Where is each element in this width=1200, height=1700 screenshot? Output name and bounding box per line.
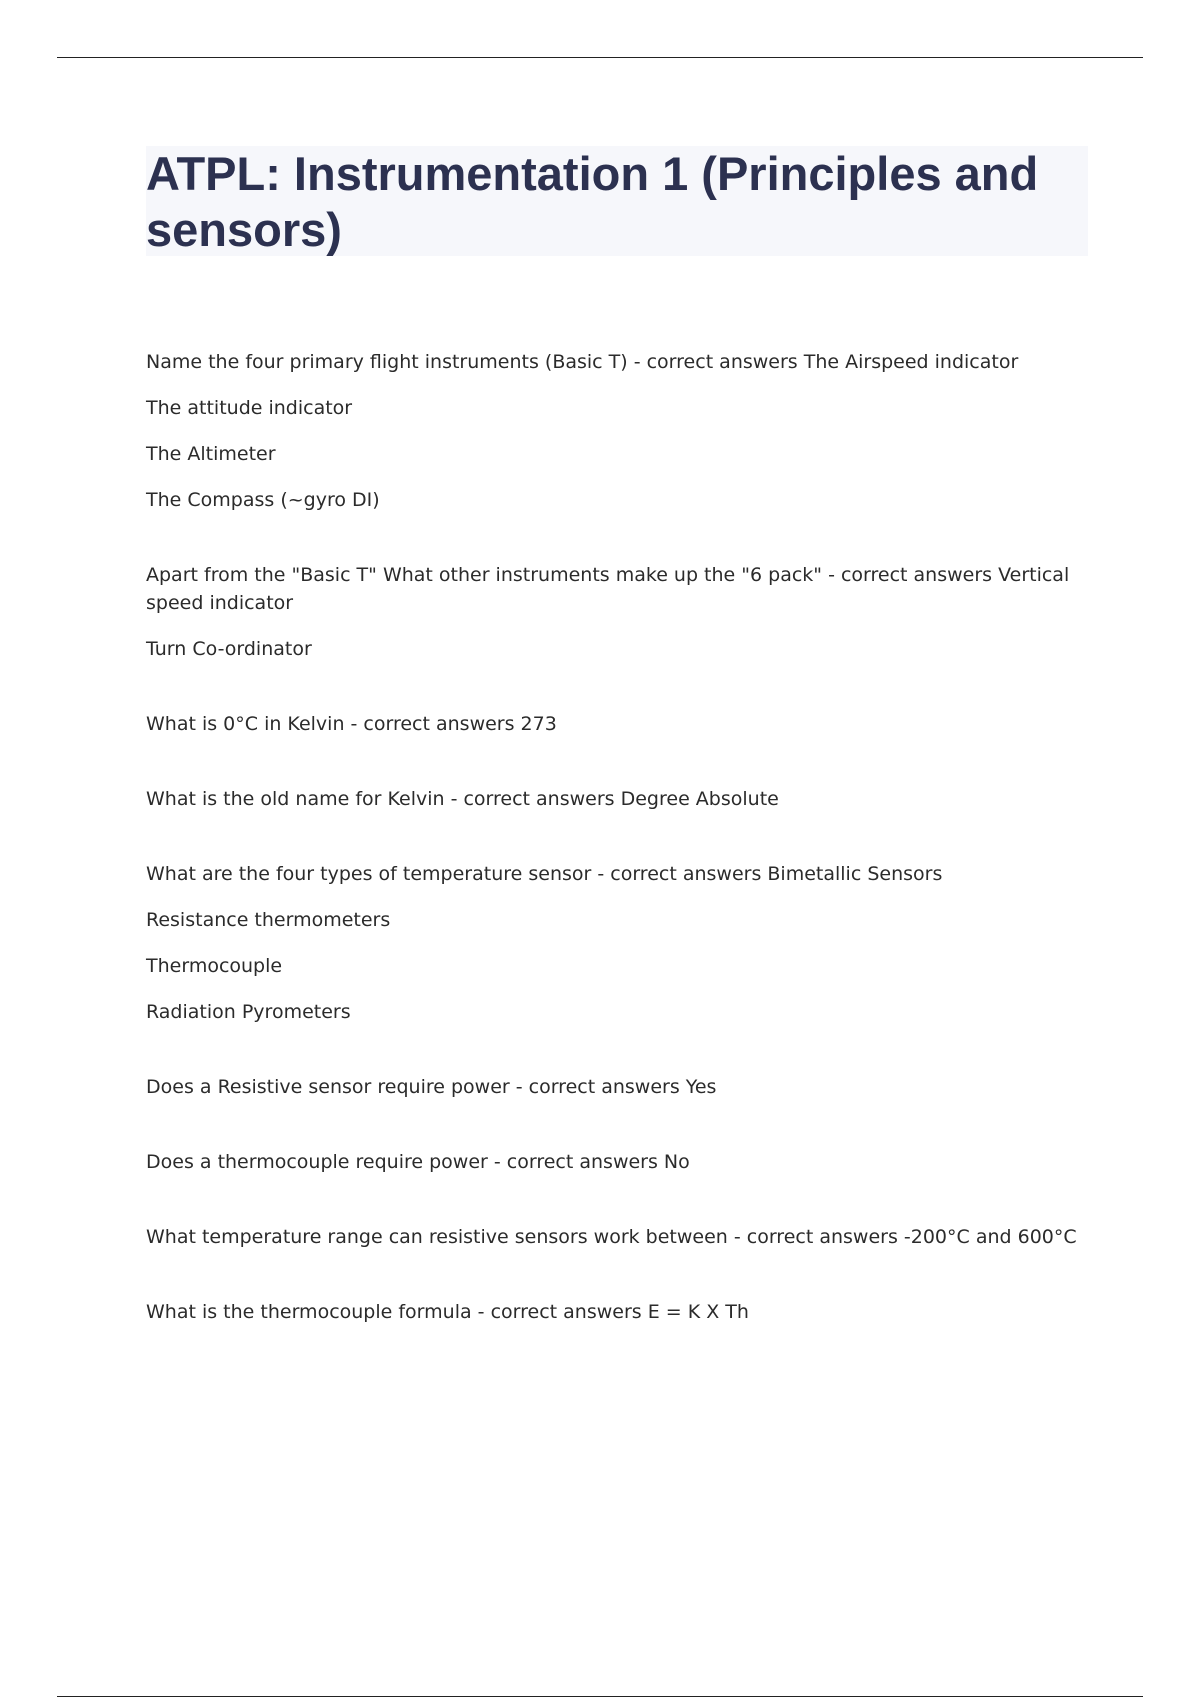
answer-line: The Compass (~gyro DI) [146,489,380,511]
answer-line: The attitude indicator [146,397,353,419]
question-answer-text: Name the four primary flight instruments (Basic T) - correct answers The Airspeed indicator [146,351,1019,373]
qa-item [146,710,1086,738]
question-answer-text: What temperature range can resistive sensors work between - correct answers -200°C and 600°C [146,1226,1077,1248]
question-answer-text: What is the thermocouple formula - correct answers E = K X Th [146,1301,749,1323]
qa-item [146,1073,1086,1101]
qa-content [146,348,1086,1373]
question-answer-text: What is the old name for Kelvin - correct answers Degree Absolute [146,788,779,810]
question-answer-text: Apart from the "Basic T" What other instruments make up the "6 pack" - correct answers Vertical speed indicator [146,564,1070,614]
answer-line: Resistance thermometers [146,909,391,931]
question-answer-text: What is 0°C in Kelvin - correct answers 273 [146,713,557,735]
bottom-rule [57,1696,1143,1697]
qa-item [146,785,1086,813]
answer-line: Radiation Pyrometers [146,1001,351,1023]
qa-item [146,860,1086,1026]
answer-line: The Altimeter [146,443,276,465]
qa-item [146,348,1086,514]
answer-line: Turn Co-ordinator [146,638,312,660]
question-answer-text: What are the four types of temperature sensor - correct answers Bimetallic Sensors [146,863,943,885]
qa-item [146,561,1086,663]
qa-item [146,1223,1086,1251]
qa-item [146,1148,1086,1176]
question-answer-text: Does a Resistive sensor require power - correct answers Yes [146,1076,717,1098]
question-answer-text: Does a thermocouple require power - correct answers No [146,1151,690,1173]
top-rule [57,57,1143,58]
page-title: ATPL: Instrumentation 1 (Principles and sensors) [146,147,1039,256]
answer-line: Thermocouple [146,955,283,977]
qa-item [146,1298,1086,1326]
